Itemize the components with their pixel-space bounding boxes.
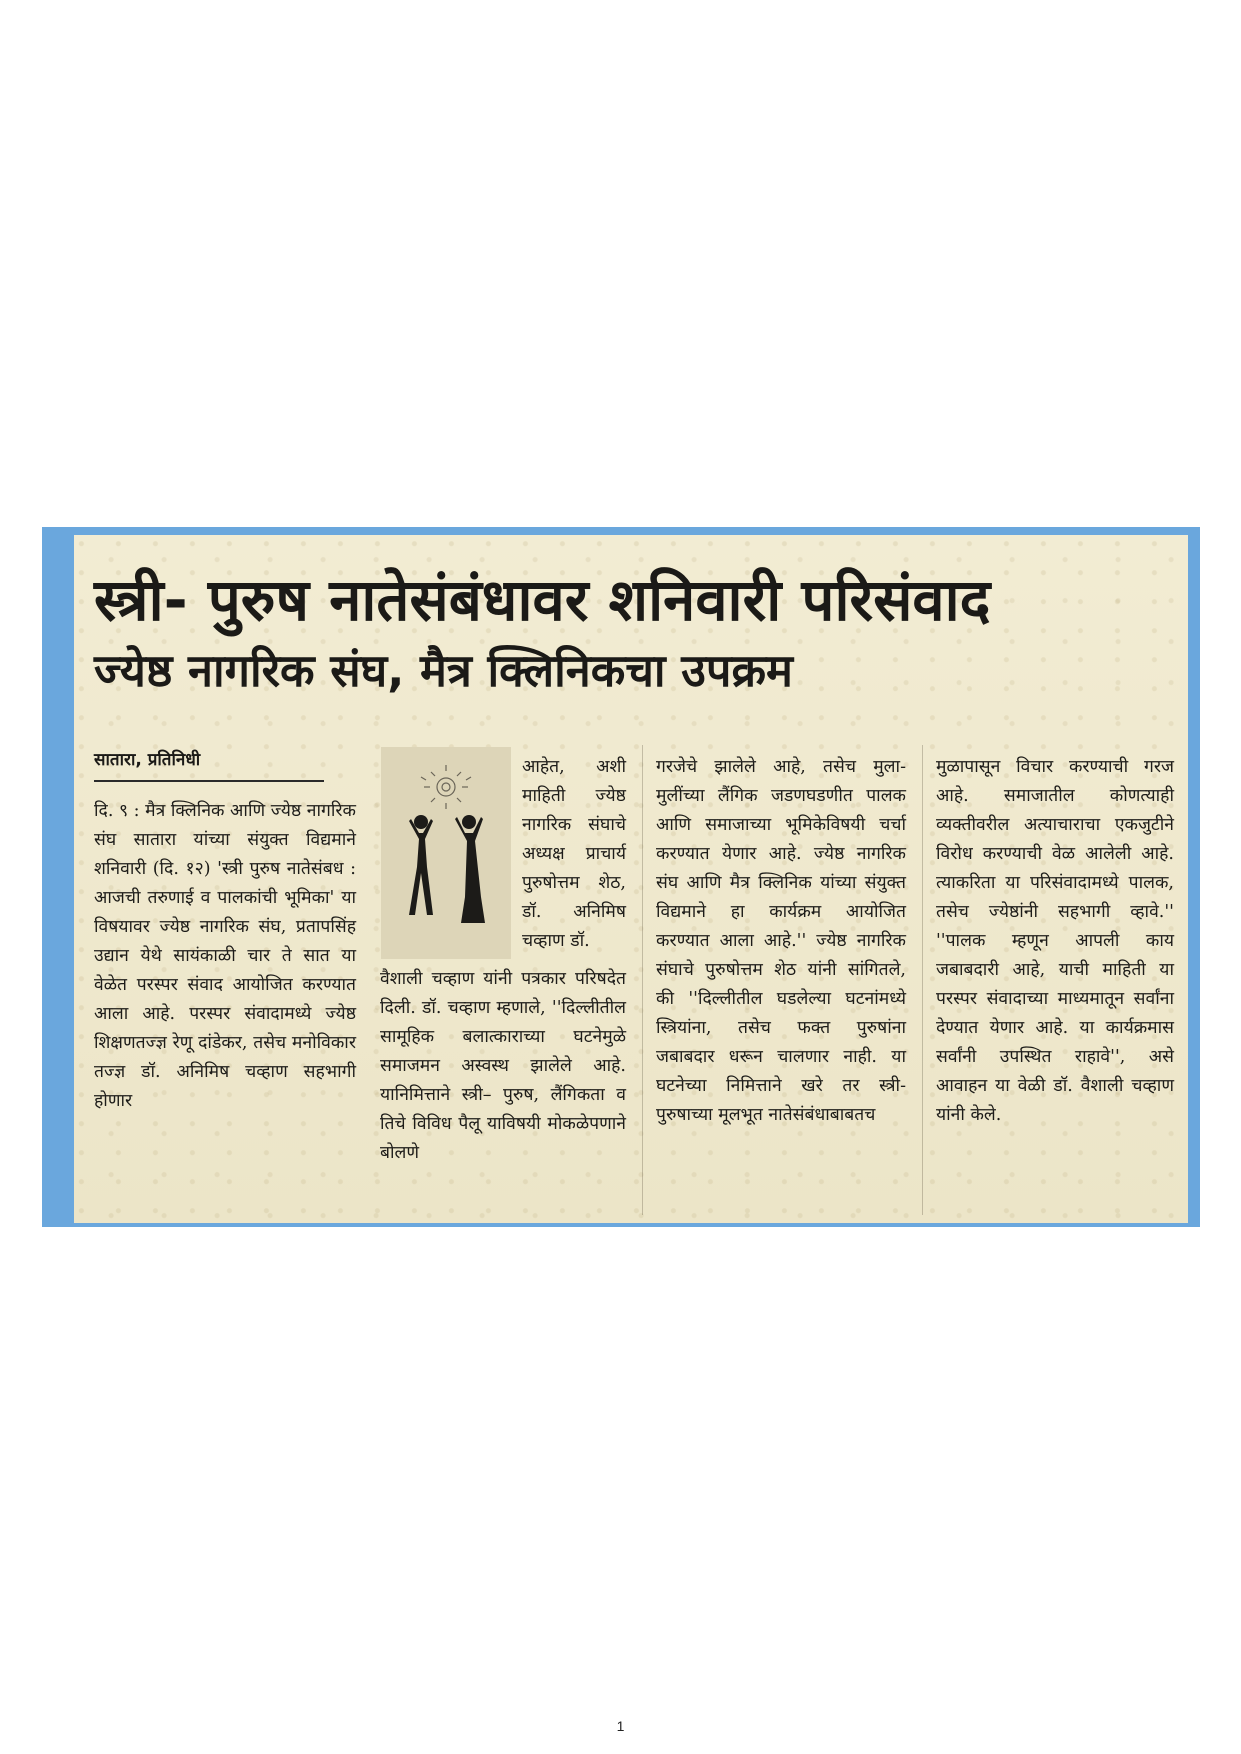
article-column-2-top: आहेत, अशी माहिती ज्येष्ठ नागरिक संघाचे अध्यक्ष प्राचार्य पुरुषोत्तम शेठ, डॉ. अनिमिष चव्हाण डॉ. <box>522 757 626 951</box>
page-number: 1 <box>616 1718 625 1734</box>
two-figures-with-sun-logo-icon <box>381 747 511 959</box>
article-column-1: दि. ९ : मैत्र क्लिनिक आणि ज्येष्ठ नागरिक संघ सातारा यांच्या संयुक्त विद्यमाने शनिवारी (दि. १२) 'स्त्री पुरुष नातेसंबध : आजची तरुणाई व पालकांची भूमिका' या विषयावर ज्येष्ठ नागरिक संघ, प्रतापसिंह उद्यान येथे सायंकाळी चार ते सात या वेळेत परस्पर संवाद आयोजित करण्यात आला आहे. परस्पर संवादामध्ये ज्येष्ठ शिक्षणतज्ज्ञ रेणू दांडेकर, तसेच मनोविकार तज्ज्ञ डॉ. अनिमिष चव्हाण सहभागी होणार <box>94 801 356 1111</box>
article-subheadline: ज्येष्ठ नागरिक संघ, मैत्र क्लिनिकचा उपक्रम <box>94 644 793 697</box>
article-column-2: वैशाली चव्हाण यांनी पत्रकार परिषदेत दिली. डॉ. चव्हाण म्हणाले, ''दिल्लीतील सामूहिक बलात्काराच्या घटनेमुळे समाजमन अस्वस्थ झालेले आहे. यानिमित्ताने स्त्री– पुरुष, लैंगिकता व तिचे विविध पैलू याविषयी मोकळेपणाने बोलणे <box>380 969 626 1163</box>
newspaper-clipping <box>74 535 1188 1223</box>
article-column-4: मुळापासून विचार करण्याची गरज आहे. समाजातील कोणत्याही व्यक्तीवरील अत्याचाराचा एकजुटीने विरोध करण्याची वेळ आलेली आहे. त्याकरिता या परिसंवादामध्ये पालक, तसेच ज्येष्ठांनी सहभागी व्हावे.'' ''पालक म्हणून आपली काय जबाबदारी आहे, याची माहिती या परस्पर संवादाच्या माध्यमातून सर्वांना देण्यात येणार आहे. या कार्यक्रमास सर्वांनी उपस्थित राहावे'', असे आवाहन या वेळी डॉ. वैशाली चव्हाण यांनी केले. <box>936 757 1174 1125</box>
scanned-clipping-background <box>42 527 1200 1227</box>
article-headline: स्त्री- पुरुष नातेसंबंधावर शनिवारी परिसंवाद <box>94 566 991 634</box>
article-column-3: गरजेचे झालेले आहे, तसेच मुला-मुलींच्या लैंगिक जडणघडणीत पालक आणि समाजाच्या भूमिकेविषयी चर्चा करण्यात येणार आहे. ज्येष्ठ नागरिक संघ आणि मैत्र क्लिनिक यांच्या संयुक्त विद्यमाने हा कार्यक्रम आयोजित करण्यात आला आहे.'' ज्येष्ठ नागरिक संघाचे पुरुषोत्तम शेठ यांनी सांगितले, की ''दिल्लीतील घडलेल्या घटनांमध्ये स्त्रियांना, तसेच फक्त पुरुषांना जबाबदार धरून चालणार नाही. या घटनेच्या निमित्ताने खरे तर स्त्री- पुरुषाच्या मूलभूत नातेसंबंधाबाबतच <box>656 757 906 1125</box>
column-divider <box>922 745 923 1215</box>
column-divider <box>642 745 643 1215</box>
article-byline: सातारा, प्रतिनिधी <box>94 747 324 782</box>
